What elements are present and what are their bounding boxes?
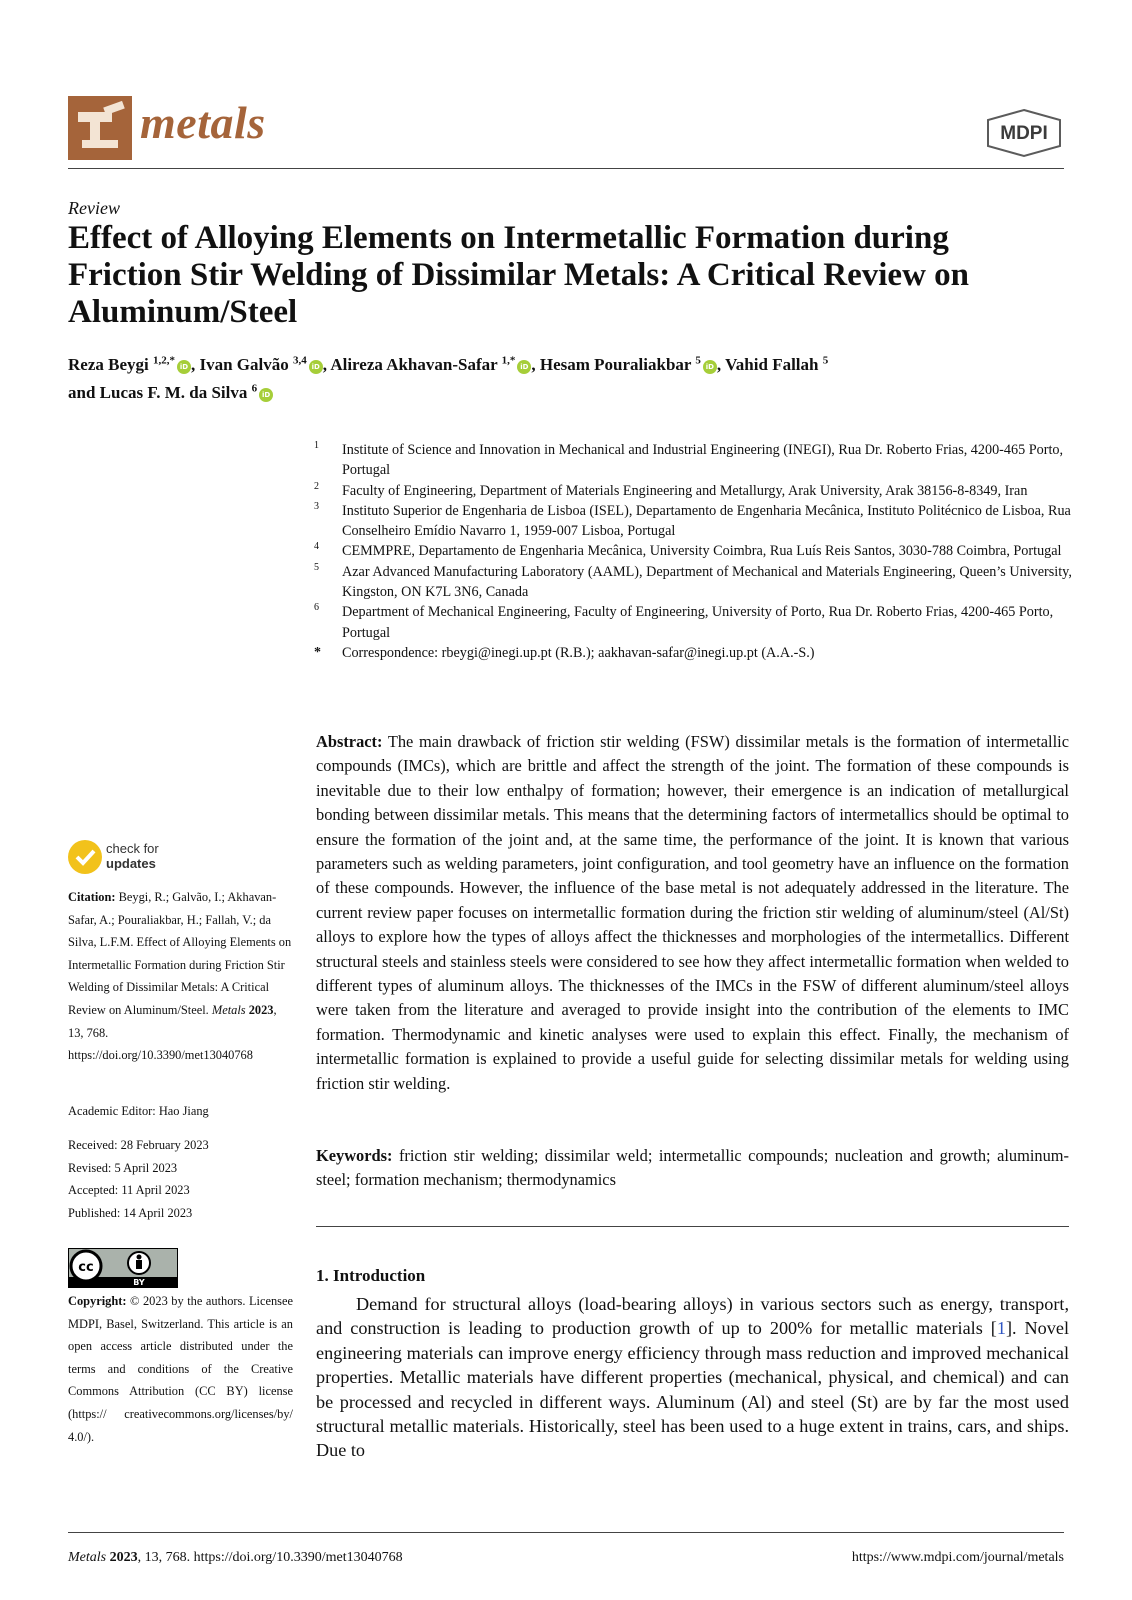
- affiliation-number: 2: [314, 480, 319, 492]
- author-affiliation-marker: 1,*: [501, 354, 516, 366]
- author-name: Alireza Akhavan-Safar: [330, 354, 498, 374]
- check-updates-label-2: updates: [106, 856, 156, 871]
- citation-doi[interactable]: https://doi.org/10.3390/met13040768: [68, 1048, 253, 1063]
- author-name: Reza Beygi: [68, 354, 149, 374]
- cc-by-license-icon[interactable]: [68, 1248, 178, 1288]
- citation-volume: , 13, 768.: [68, 1002, 277, 1040]
- affiliations: [314, 440, 1074, 663]
- check-for-updates-button[interactable]: [68, 840, 308, 880]
- check-updates-icon: [68, 840, 102, 874]
- section-heading: 1. Introduction: [316, 1266, 426, 1285]
- citation-year: 2023: [248, 1002, 274, 1017]
- orcid-icon[interactable]: iD: [517, 360, 531, 374]
- footer-citation: [68, 1550, 403, 1566]
- footer-rest[interactable]: , 13, 768. https://doi.org/10.3390/met13040768: [137, 1550, 403, 1565]
- affiliation-text: Department of Mechanical Engineering, Faculty of Engineering, University of Porto, Rua Dr. Roberto Frias, 4200-465 Porto, Portugal: [342, 604, 1054, 641]
- academic-editor: Academic Editor: Hao Jiang: [68, 1104, 209, 1118]
- journal-logo-icon: [68, 96, 132, 160]
- author-name: Hesam Pouraliakbar: [539, 354, 692, 374]
- citation-journal: Metals: [211, 1002, 246, 1017]
- mdpi-logo: [984, 108, 1064, 158]
- orcid-icon[interactable]: iD: [177, 360, 191, 374]
- affiliation-item: [314, 562, 1074, 603]
- keywords-label: Keywords:: [316, 1146, 393, 1165]
- author-affiliation-marker: 1,2,*: [152, 354, 175, 366]
- citation-label: Citation:: [68, 890, 116, 904]
- footer-journal: Metals: [68, 1550, 107, 1565]
- author-separator: ,: [190, 354, 200, 374]
- date-revised: Revised: 5 April 2023: [68, 1160, 178, 1175]
- affiliation-text: Faculty of Engineering, Department of Materials Engineering and Metallurgy, Arak University, Arak 38156-8-8349, Iran: [342, 482, 1028, 499]
- author-affiliation-marker: 3,4: [293, 354, 307, 366]
- citation-text: Beygi, R.; Galvão, I.; Akhavan-Safar, A.; Pouraliakbar, H.; Fallah, V.; da Silva, L.F.M. Effect of Alloying Elements on Intermetallic Formation during Friction Stir Welding of Dissimilar Metals: A Critical Review on Aluminum/Steel.: [68, 890, 292, 1017]
- affiliation-number: 6: [314, 602, 319, 614]
- copyright-text: © 2023 by the authors. Licensee MDPI, Basel, Switzerland. This article is an open access article distributed under the terms and conditions of the Creative Commons Attribution (CC BY) license (https:// creativecommons.org/licenses/by/ 4.0/).: [68, 1294, 293, 1444]
- affiliation-item: [314, 501, 1074, 542]
- date-accepted: Accepted: 11 April 2023: [68, 1183, 190, 1198]
- affiliation-text: Institute of Science and Innovation in Mechanical and Industrial Engineering (INEGI), Rua Dr. Roberto Frias, 4200-465 Porto, Portugal: [342, 442, 1064, 479]
- keywords-text: friction stir welding; dissimilar weld; intermetallic compounds; nucleation and growth; aluminum-steel; formation mechanism; thermodynamics: [316, 1146, 1069, 1190]
- affiliation-text: CEMMPRE, Departamento de Engenharia Mecânica, University Coimbra, Rua Luís Reis Santos, 3030-788 Coimbra, Portugal: [342, 543, 1062, 560]
- reference-link[interactable]: 1: [996, 1318, 1006, 1339]
- affiliation-item: [314, 602, 1074, 643]
- journal-name: metals: [140, 97, 266, 148]
- affiliation-text: Azar Advanced Manufacturing Laboratory (AAML), Department of Mechanical and Materials Engineering, Queen’s University, Kingston, ON K7L 3N6, Canada: [342, 563, 1072, 601]
- affiliation-item: [314, 643, 1074, 663]
- copyright-block: [68, 1290, 293, 1448]
- affiliation-number: 4: [314, 541, 319, 553]
- footer-journal-url[interactable]: https://www.mdpi.com/journal/metals: [851, 1550, 1064, 1565]
- intro-paragraph: [316, 1292, 1069, 1463]
- header-divider: [68, 168, 1064, 169]
- affiliation-number: 5: [314, 561, 319, 573]
- affiliation-item: [314, 481, 1074, 501]
- footer-divider: [68, 1532, 1064, 1533]
- author-affiliation-marker: 5: [695, 354, 701, 366]
- orcid-icon[interactable]: iD: [703, 360, 717, 374]
- abstract-label: Abstract:: [316, 732, 383, 751]
- abstract: [316, 730, 1069, 1096]
- publication-dates: [68, 1134, 293, 1224]
- section-divider: [316, 1226, 1069, 1227]
- affiliation-item: [314, 541, 1074, 561]
- orcid-icon[interactable]: iD: [309, 360, 323, 374]
- author-name: and Lucas F. M. da Silva: [68, 383, 248, 403]
- affiliation-text: Correspondence: rbeygi@inegi.up.pt (R.B.); aakhavan-safar@inegi.up.pt (A.A.-S.): [342, 644, 815, 661]
- cc-by-label: BY: [133, 1278, 145, 1287]
- author-affiliation-marker: 5: [822, 354, 829, 366]
- affiliation-number: *: [314, 644, 321, 660]
- author-separator: ,: [716, 354, 726, 374]
- intro-text-b: ]. Novel engineering materials can improve energy efficiency through mass reduction and improved mechanical properties. Metallic materials have different properties (mechanical, physical, and chemical) and can be processed and recycled in different ways. Aluminum (Al) and steel (St) are by far the most used structural metallic materials. Historically, steel has been used to a huge extent in trains, cars, and ships. Due to: [316, 1318, 1069, 1461]
- affiliation-number: 1: [314, 440, 319, 451]
- svg-text:cc: cc: [78, 1260, 94, 1275]
- article-type: Review: [68, 198, 120, 218]
- author-list: [68, 348, 1068, 405]
- author-separator: ,: [322, 354, 331, 374]
- keywords: [316, 1144, 1069, 1193]
- check-updates-label-1: check for: [106, 841, 159, 856]
- affiliation-item: [314, 440, 1074, 481]
- intro-text-a: Demand for structural alloys (load-bearing alloys) in various sectors such as energy, transport, and construction is leading to production growth of up to 200% for metallic materials [: [316, 1294, 1069, 1339]
- author-name: Vahid Fallah: [725, 354, 819, 374]
- article-title: Effect of Alloying Elements on Intermetallic Formation during Friction Stir Welding of Dissimilar Metals: A Critical Review on Aluminum/Steel: [68, 220, 970, 330]
- copyright-label: Copyright:: [68, 1294, 127, 1308]
- publisher-name: MDPI: [1000, 123, 1048, 144]
- orcid-icon[interactable]: iD: [259, 388, 273, 402]
- author-name: Ivan Galvão: [199, 354, 289, 374]
- date-published: Published: 14 April 2023: [68, 1205, 193, 1220]
- date-received: Received: 28 February 2023: [68, 1138, 209, 1152]
- author-separator: ,: [531, 354, 540, 374]
- affiliation-text: Instituto Superior de Engenharia de Lisboa (ISEL), Departamento de Engenharia Mecânica, Instituto Politécnico de Lisboa, Rua Conselheiro Emídio Navarro 1, 1959-007 Lisboa, Portugal: [342, 502, 1071, 540]
- affiliation-number: 3: [314, 500, 319, 512]
- abstract-text: The main drawback of friction stir welding (FSW) dissimilar metals is the formation of intermetallic compounds (IMCs), which are brittle and affect the strength of the joint. The formation of these compounds is inevitable due to their low enthalpy of formation; however, their emergence is an indication of metallurgical bonding between dissimilar metals. This means that the determining factors of intermetallics should be optimal to ensure the formation of the joint and, at the same time, the performance of the joint. It is known that various parameters such as welding parameters, joint configuration, and tool geometry have an influence on the formation of these compounds. However, the influence of the base metal is not adequately addressed in the literature. The current review paper focuses on intermetallic formation during the friction stir welding of aluminum/steel (Al/St) alloys to explore how the types of alloys affect the thicknesses and morphologies of the intermetallics. Different structural steels and stainless steels were considered to see how they affect intermetallic formation when welded to different types of aluminum alloys. The thicknesses of the IMCs in the FSW of different aluminum/steel alloys were taken from the literature and averaged to provide insight into the contribution of the elements to IMC formation. Thermodynamic and kinetic analyses were used to explain this effect. Finally, the mechanism of intermetallic formation is explained to provide a useful guide for selecting dissimilar metals for welding using friction stir welding.: [316, 732, 1069, 1093]
- citation-block: [68, 886, 293, 1067]
- footer-year: 2023: [109, 1550, 138, 1565]
- author-affiliation-marker: 6: [251, 382, 258, 395]
